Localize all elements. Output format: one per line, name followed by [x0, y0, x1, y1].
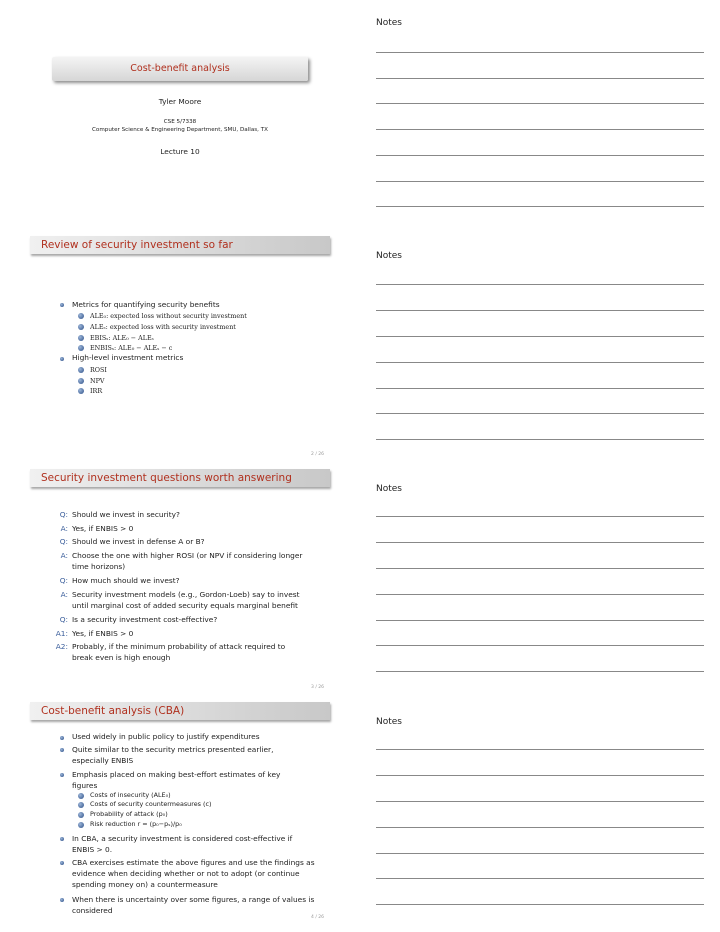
notes-line — [376, 284, 704, 285]
bullet-icon — [60, 748, 64, 752]
notes-line — [376, 336, 704, 337]
list-item: High-level investment metrics — [72, 353, 184, 362]
sub-bullet-icon — [78, 378, 84, 384]
qa-label: A2: — [55, 642, 68, 651]
sub-bullet-icon — [78, 335, 84, 341]
list-item: Emphasis placed on making best-effort estimates of key figures — [72, 770, 281, 790]
qa-text: Choose the one with higher ROSI (or NPV if considering longer time horizons) — [72, 551, 303, 571]
list-item: CBA exercises estimate the above figures and use the findings as evidence when deciding whether or not to adopt (or continue spending money on) a countermeasure — [72, 858, 315, 889]
list-item: When there is uncertainty over some figures, a range of values is considered — [72, 895, 315, 915]
notes-line — [376, 78, 704, 79]
slide-title: Security investment questions worth answering — [30, 469, 330, 487]
bullet-icon — [60, 303, 64, 307]
sub-bullet-icon — [78, 822, 84, 828]
sub-list-item: ALEₛ: expected loss with security investment — [90, 323, 236, 331]
sub-list-item: Probability of attack (p₀) — [90, 810, 168, 818]
qa-label: Q: — [59, 537, 68, 546]
notes-line — [376, 827, 704, 828]
slide-2 — [30, 236, 330, 461]
notes-line — [376, 620, 704, 621]
presentation-title: Cost-benefit analysis — [52, 57, 308, 81]
notes-line — [376, 801, 704, 802]
qa-text: Probably, if the minimum probability of attack required to break even is high enough — [72, 642, 286, 662]
list-item: In CBA, a security investment is considered cost-effective if ENBIS > 0. — [72, 834, 293, 854]
notes-line — [376, 853, 704, 854]
qa-label: A1: — [55, 629, 68, 638]
list-item: Used widely in public policy to justify expenditures — [72, 732, 260, 741]
bullet-icon — [60, 837, 64, 841]
notes-line — [376, 362, 704, 363]
qa-text: Is a security investment cost-effective? — [72, 615, 218, 624]
qa-text: Should we invest in security? — [72, 510, 180, 519]
slide-title: Cost-benefit analysis (CBA) — [30, 702, 330, 720]
qa-text: Security investment models (e.g., Gordon-Loeb) say to invest until marginal cost of added security equals marginal benefit — [72, 590, 300, 610]
qa-label: Q: — [59, 576, 68, 585]
qa-text: Yes, if ENBIS > 0 — [72, 524, 134, 533]
sub-bullet-icon — [78, 324, 84, 330]
notes-line — [376, 671, 704, 672]
sub-list-item: NPV — [90, 377, 105, 385]
qa-text: Yes, if ENBIS > 0 — [72, 629, 134, 638]
notes-line — [376, 181, 704, 182]
list-item: Quite similar to the security metrics presented earlier, especially ENBIS — [72, 745, 274, 765]
notes-line — [376, 568, 704, 569]
slide-1 — [30, 30, 330, 255]
bullet-icon — [60, 898, 64, 902]
author: Tyler Moore — [158, 97, 202, 106]
notes-label: Notes — [376, 18, 402, 28]
sub-bullet-icon — [78, 812, 84, 818]
notes-label: Notes — [376, 484, 402, 494]
sub-bullet-icon — [78, 802, 84, 808]
course-code: CSE 5/7338 — [163, 119, 197, 125]
sub-list-item: ALE₀: expected loss without security investment — [90, 312, 247, 320]
notes-line — [376, 206, 704, 207]
notes-line — [376, 775, 704, 776]
slide-4 — [30, 702, 330, 927]
sub-list-item: EBISₛ: ALE₀ − ALEₛ — [90, 334, 154, 342]
sub-bullet-icon — [78, 793, 84, 799]
notes-line — [376, 439, 704, 440]
qa-label: A: — [60, 524, 68, 533]
sub-list-item: Costs of security countermeasures (c) — [90, 800, 212, 808]
notes-line — [376, 103, 704, 104]
sub-bullet-icon — [78, 313, 84, 319]
notes-line — [376, 52, 704, 53]
qa-text: How much should we invest? — [72, 576, 180, 585]
notes-line — [376, 129, 704, 130]
notes-line — [376, 878, 704, 879]
notes-line — [376, 155, 704, 156]
qa-label: Q: — [59, 615, 68, 624]
notes-line — [376, 749, 704, 750]
sub-list-item: Risk reduction r = (p₀−pₛ)/p₀ — [90, 820, 182, 828]
notes-line — [376, 310, 704, 311]
page-number: 3 / 26 — [311, 685, 324, 690]
notes-line — [376, 388, 704, 389]
bullet-icon — [60, 357, 64, 361]
page-number: 2 / 26 — [311, 452, 324, 457]
notes-line — [376, 645, 704, 646]
bullet-icon — [60, 773, 64, 777]
sub-bullet-icon — [78, 367, 84, 373]
notes-label: Notes — [376, 717, 402, 727]
notes-line — [376, 516, 704, 517]
sub-bullet-icon — [78, 388, 84, 394]
notes-line — [376, 904, 704, 905]
page-number: 4 / 26 — [311, 915, 324, 920]
notes-line — [376, 594, 704, 595]
sub-list-item: Costs of insecurity (ALE₀) — [90, 791, 171, 799]
slide-title: Review of security investment so far — [30, 236, 330, 254]
bullet-icon — [60, 736, 64, 740]
lecture-number: Lecture 10 — [160, 147, 200, 156]
slide-3 — [30, 469, 330, 694]
qa-text: Should we invest in defense A or B? — [72, 537, 205, 546]
qa-label: Q: — [59, 510, 68, 519]
notes-line — [376, 413, 704, 414]
bullet-icon — [60, 861, 64, 865]
qa-label: A: — [60, 590, 68, 599]
sub-bullet-icon — [78, 345, 84, 351]
sub-list-item: IRR — [90, 387, 103, 395]
sub-list-item: ROSI — [90, 366, 107, 374]
department: Computer Science & Engineering Department, SMU, Dallas, TX — [92, 127, 268, 133]
sub-list-item: ENBISₛ: ALE₀ − ALEₛ − c — [90, 344, 173, 352]
notes-line — [376, 542, 704, 543]
notes-label: Notes — [376, 251, 402, 261]
qa-label: A: — [60, 551, 68, 560]
list-item: Metrics for quantifying security benefits — [72, 300, 220, 309]
